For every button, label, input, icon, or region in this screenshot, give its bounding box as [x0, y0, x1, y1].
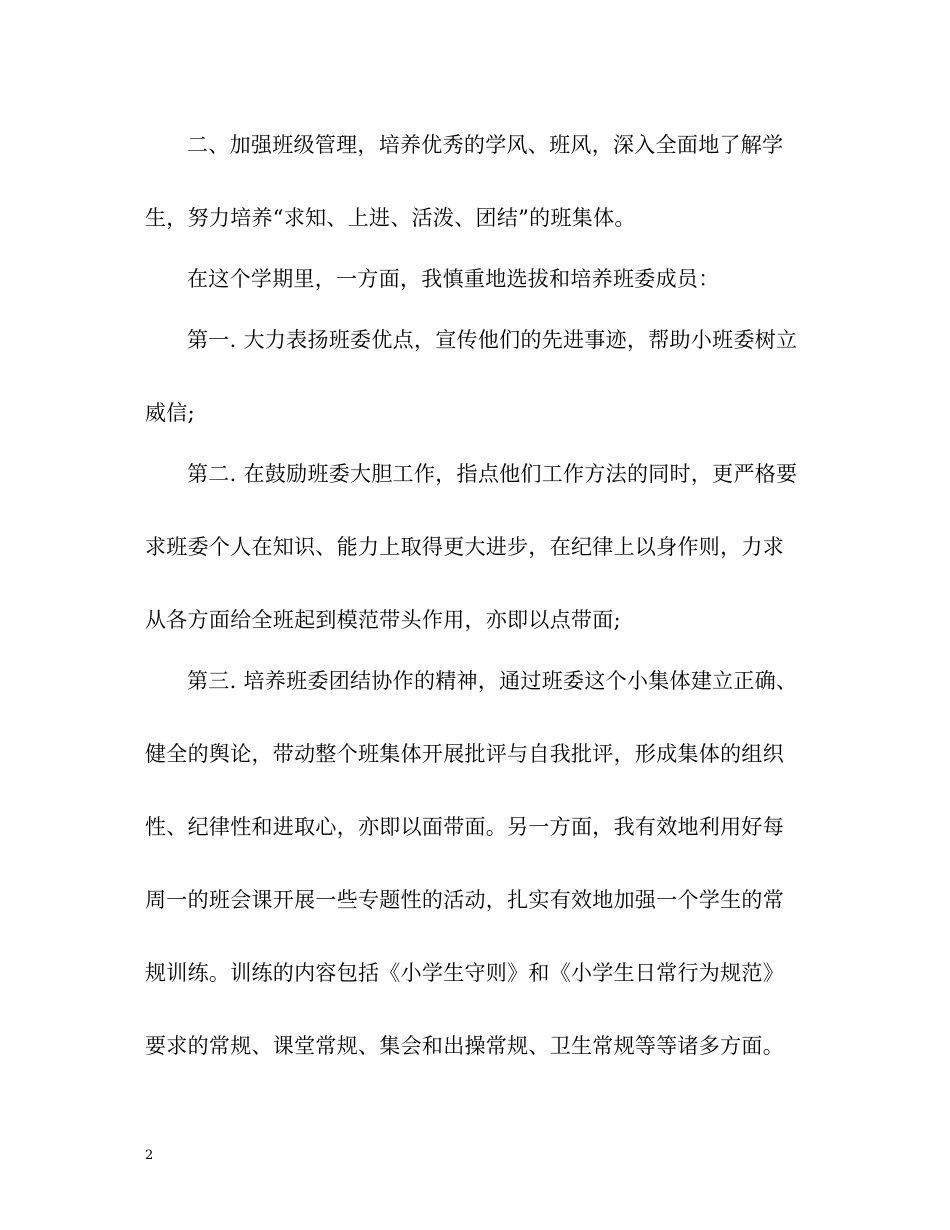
paragraph-line: 第一. 大力表扬班委优点，宣传他们的先进事迹，帮助小班委树立: [187, 328, 798, 352]
paragraph-line: 从各方面给全班起到模范带头作用，亦即以点带面;: [145, 608, 621, 632]
paragraph-line: 规训练。训练的内容包括《小学生守则》和《小学生日常行为规范》: [145, 961, 784, 985]
paragraph-line: 要求的常规、课堂常规、集会和出操常规、卫生常规等等诸多方面。: [145, 1034, 784, 1058]
paragraph-line: 第二. 在鼓励班委大胆工作，指点他们工作方法的同时，更严格要: [187, 462, 798, 486]
paragraph-line: 周一的班会课开展一些专题性的活动，扎实有效地加强一个学生的常: [145, 888, 784, 912]
paragraph-line: 在这个学期里，一方面，我慎重地选拔和培养班委成员：: [187, 267, 720, 291]
paragraph-line: 威信;: [145, 401, 195, 425]
paragraph-line: 第三. 培养班委团结协作的精神，通过班委这个小集体建立正确、: [187, 669, 798, 693]
paragraph-line: 求班委个人在知识、能力上取得更大进步，在纪律上以身作则，力求: [145, 535, 784, 559]
paragraph-line: 性、纪律性和进取心，亦即以面带面。另一方面，我有效地利用好每: [145, 815, 784, 839]
paragraph-line: 生，努力培养“求知、上进、活泼、团结”的班集体。: [145, 206, 636, 230]
page-number: 2: [145, 1148, 154, 1163]
paragraph-line: 健全的舆论，带动整个班集体开展批评与自我批评，形成集体的组织: [145, 742, 784, 766]
paragraph-line: 二、加强班级管理，培养优秀的学风、班风，深入全面地了解学: [187, 133, 784, 157]
